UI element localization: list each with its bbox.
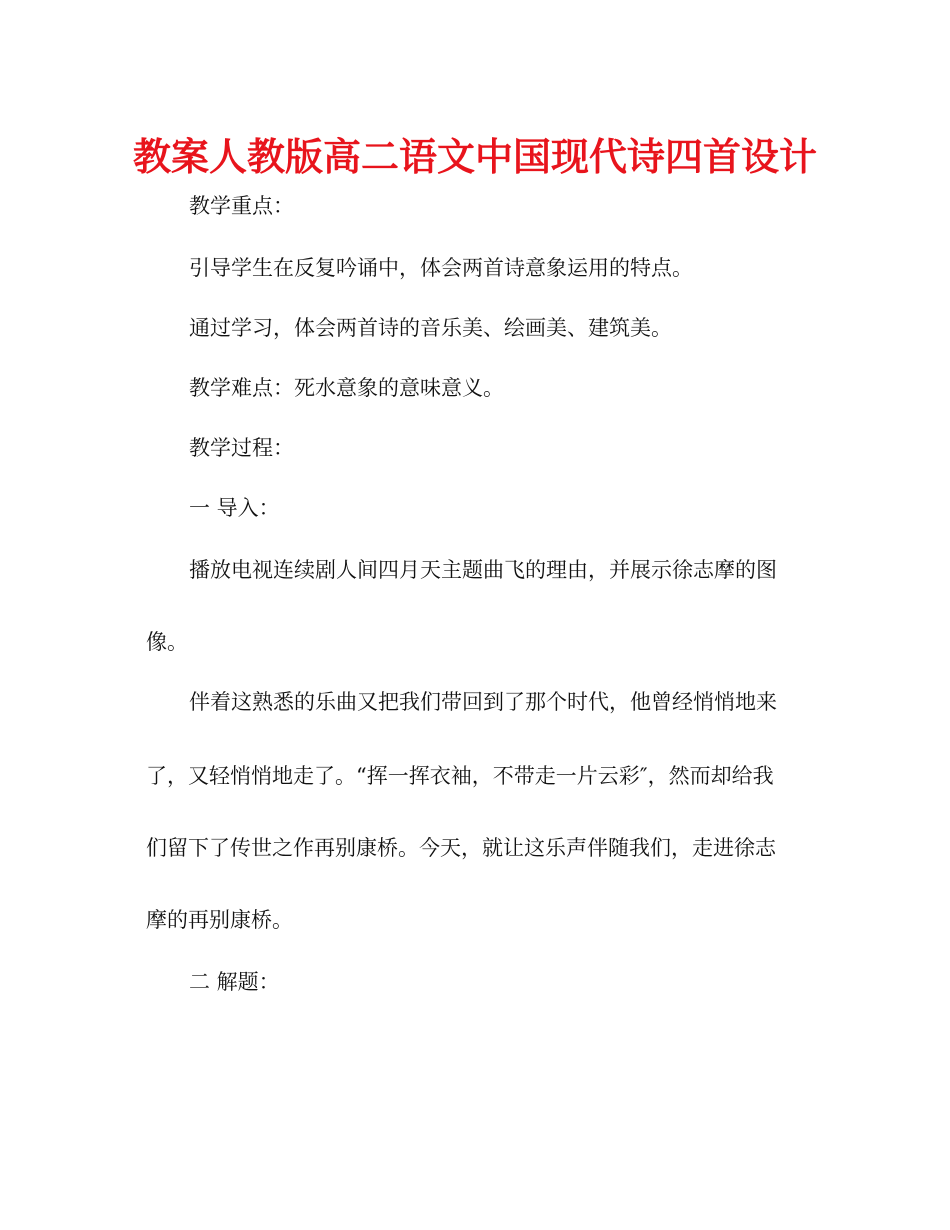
paragraph-focus-point-2: 通过学习，体会两首诗的音乐美、绘画美、建筑美。	[189, 316, 672, 340]
paragraph-body-line-1: 伴着这熟悉的乐曲又把我们带回到了那个时代，他曾经悄悄地来	[189, 690, 777, 714]
paragraph-intro-line-2: 像。	[146, 630, 188, 654]
paragraph-body-line-3: 们留下了传世之作再别康桥。今天，就让这乐声伴随我们，走进徐志	[146, 836, 776, 860]
paragraph-intro-line-1: 播放电视连续剧人间四月天主题曲飞的理由，并展示徐志摩的图	[189, 558, 777, 582]
section-heading-explain-title: 二 解题：	[189, 970, 280, 994]
paragraph-teaching-process-heading: 教学过程：	[189, 436, 294, 460]
paragraph-teaching-focus-heading: 教学重点：	[189, 194, 294, 218]
paragraph-focus-point-1: 引导学生在反复吟诵中，体会两首诗意象运用的特点。	[189, 256, 693, 280]
paragraph-teaching-difficulty: 教学难点：死水意象的意味意义。	[189, 376, 504, 400]
paragraph-body-line-4: 摩的再别康桥。	[146, 908, 293, 932]
section-heading-introduction: 一 导入：	[189, 496, 280, 520]
paragraph-body-line-2: 了，又轻悄悄地走了。“挥一挥衣袖，不带走一片云彩″，然而却给我	[146, 764, 774, 788]
document-title: 教案人教版高二语文中国现代诗四首设计	[132, 135, 817, 179]
